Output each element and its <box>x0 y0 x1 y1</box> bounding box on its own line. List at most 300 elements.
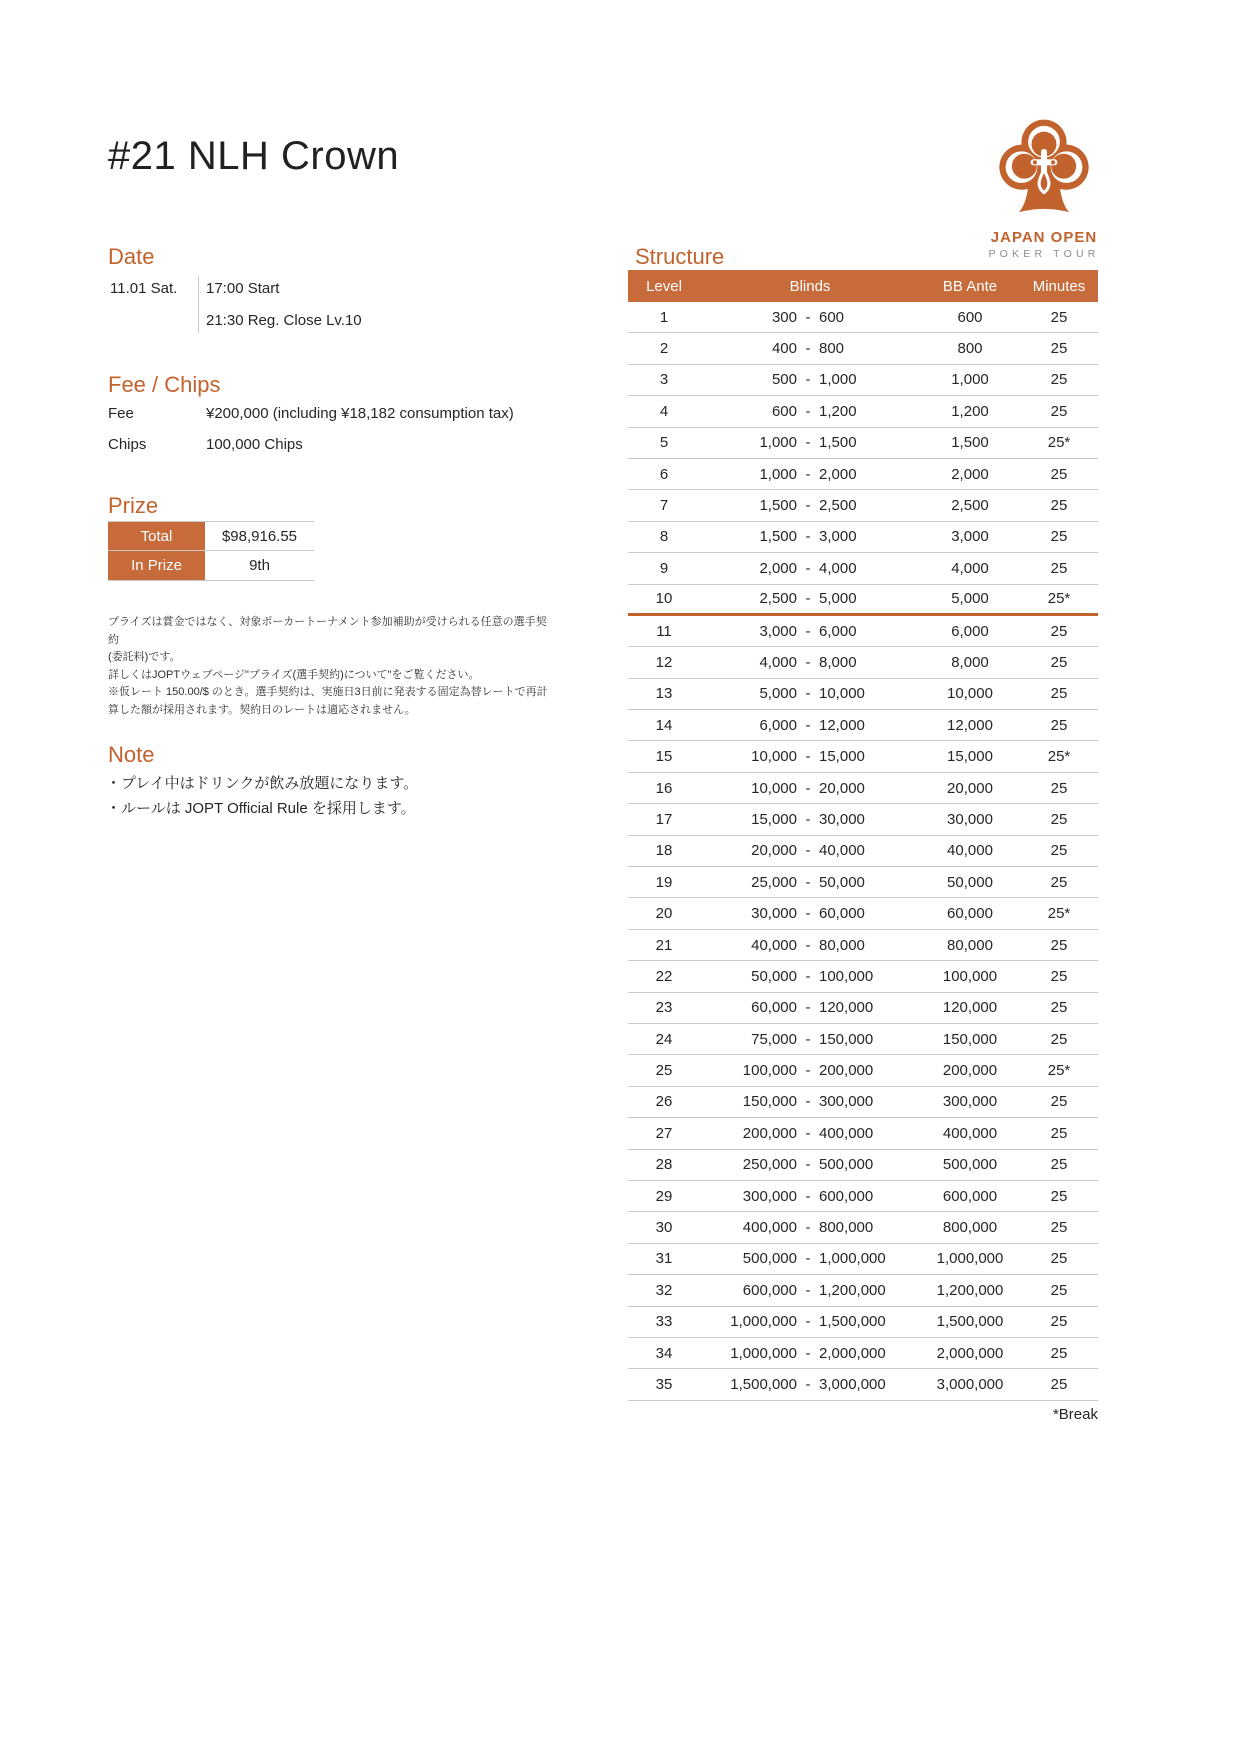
bb-ante-cell: 800,000 <box>942 1219 998 1237</box>
bb-ante-cell: 20,000 <box>947 779 993 797</box>
blinds-separator: - <box>805 653 811 671</box>
bb-ante-cell: 3,000,000 <box>936 1375 1004 1393</box>
minutes-cell: 25 <box>1050 622 1068 640</box>
minutes-cell: 25 <box>1050 1281 1068 1299</box>
blinds-separator: - <box>805 1375 811 1393</box>
big-blind-value: 2,500 <box>819 497 857 515</box>
big-blind-value: 1,000,000 <box>819 1250 886 1268</box>
level-cell: 11 <box>656 622 672 640</box>
blinds-cell <box>700 1125 920 1142</box>
prize-row-in-prize <box>108 551 314 580</box>
logo-text-poker-tour: POKER TOUR <box>988 248 1100 260</box>
minutes-cell: 25 <box>1050 936 1068 954</box>
bb-ante-cell: 120,000 <box>942 999 998 1017</box>
blinds-separator: - <box>805 810 811 828</box>
structure-table-row <box>628 459 1098 490</box>
bb-ante-cell: 5,000 <box>951 590 989 608</box>
small-blind-value: 600,000 <box>742 1281 797 1299</box>
minutes-cell: 25 <box>1050 716 1068 734</box>
small-blind-value: 50,000 <box>751 967 797 985</box>
bb-ante-cell: 80,000 <box>947 936 993 954</box>
minutes-cell: 25* <box>1047 748 1071 766</box>
blinds-separator: - <box>805 748 811 766</box>
big-blind-value: 1,200 <box>819 402 857 420</box>
blinds-separator: - <box>805 402 811 420</box>
level-cell: 25 <box>655 1062 673 1080</box>
small-blind-value: 60,000 <box>751 999 797 1017</box>
blinds-separator: - <box>805 340 811 358</box>
big-blind-value: 2,000 <box>819 465 857 483</box>
minutes-cell: 25 <box>1050 873 1068 891</box>
small-blind-value: 1,000,000 <box>730 1344 797 1362</box>
small-blind-value: 3,000 <box>759 622 797 640</box>
blinds-cell <box>700 999 920 1016</box>
level-cell: 5 <box>659 434 669 452</box>
small-blind-value: 5,000 <box>759 685 797 703</box>
structure-table-row <box>628 679 1098 710</box>
blinds-separator: - <box>805 1062 811 1080</box>
big-blind-value: 3,000,000 <box>819 1375 886 1393</box>
level-cell: 34 <box>655 1344 673 1362</box>
small-blind-value: 1,500 <box>759 497 797 515</box>
page-title: #21 NLH Crown <box>108 134 400 178</box>
date-day: 11.01 Sat. <box>110 280 178 297</box>
big-blind-value: 12,000 <box>819 716 865 734</box>
level-cell: 18 <box>655 842 673 860</box>
blinds-separator: - <box>805 936 811 954</box>
blinds-separator: - <box>805 1281 811 1299</box>
level-cell: 2 <box>659 340 669 358</box>
bb-ante-cell: 2,000,000 <box>936 1344 1004 1362</box>
minutes-cell: 25 <box>1050 528 1068 546</box>
blinds-separator: - <box>805 967 811 985</box>
small-blind-value: 2,500 <box>759 590 797 608</box>
blinds-separator: - <box>805 1219 811 1237</box>
level-cell: 23 <box>655 999 673 1017</box>
chips-label: Chips <box>108 436 147 453</box>
bb-ante-cell: 200,000 <box>942 1062 998 1080</box>
level-cell: 10 <box>655 590 673 608</box>
prize-row-total <box>108 522 314 551</box>
bb-ante-cell: 1,000 <box>951 371 989 389</box>
level-cell: 7 <box>659 497 669 515</box>
level-cell: 24 <box>655 1030 673 1048</box>
minutes-cell: 25 <box>1050 308 1068 326</box>
bb-ante-cell: 600 <box>957 308 983 326</box>
prize-table <box>108 521 314 581</box>
structure-table-row <box>628 490 1098 521</box>
note-item: ・プレイ中はドリンクが飲み放題になります。 <box>106 775 419 792</box>
blinds-cell <box>700 528 920 545</box>
small-blind-value: 500,000 <box>742 1250 797 1268</box>
bb-ante-cell: 1,500 <box>951 434 989 452</box>
structure-table-row <box>628 1087 1098 1118</box>
structure-table-row <box>628 836 1098 867</box>
structure-table-row <box>628 961 1098 992</box>
small-blind-value: 1,000 <box>759 465 797 483</box>
date-time-start: 17:00 Start <box>206 280 280 297</box>
blinds-cell <box>700 1313 920 1330</box>
blinds-separator: - <box>805 1030 811 1048</box>
small-blind-value: 10,000 <box>751 748 797 766</box>
fee-value: ¥200,000 (including ¥18,182 consumption tax) <box>206 405 514 422</box>
blinds-cell <box>700 811 920 828</box>
blinds-cell <box>700 937 920 954</box>
small-blind-value: 4,000 <box>759 653 797 671</box>
big-blind-value: 6,000 <box>819 622 857 640</box>
blinds-cell <box>700 590 920 607</box>
bb-ante-cell: 1,200,000 <box>936 1281 1004 1299</box>
structure-table-row <box>628 365 1098 396</box>
minutes-cell: 25 <box>1050 653 1068 671</box>
disclaimer-line: 詳しくはJOPTウェブページ"プライズ(選手契約)について"をご覧ください。 <box>108 668 480 681</box>
small-blind-value: 40,000 <box>751 936 797 954</box>
structure-table-row <box>628 993 1098 1024</box>
level-cell: 17 <box>655 810 673 828</box>
structure-table-header <box>628 270 1098 302</box>
minutes-cell: 25 <box>1050 340 1068 358</box>
structure-table-row <box>628 930 1098 961</box>
structure-table-row <box>628 867 1098 898</box>
minutes-cell: 25 <box>1050 1156 1068 1174</box>
structure-table-row <box>628 1244 1098 1275</box>
level-cell: 1 <box>659 308 669 326</box>
blinds-cell <box>700 717 920 734</box>
small-blind-value: 200,000 <box>742 1124 797 1142</box>
small-blind-value: 600 <box>771 402 797 420</box>
note-item: ・ルールは JOPT Official Rule を採用します。 <box>106 800 416 817</box>
blinds-separator: - <box>805 1250 811 1268</box>
structure-table-body <box>628 302 1098 1401</box>
small-blind-value: 30,000 <box>751 905 797 923</box>
blinds-cell <box>700 1093 920 1110</box>
minutes-cell: 25 <box>1050 1250 1068 1268</box>
big-blind-value: 100,000 <box>819 967 874 985</box>
structure-table-row <box>628 804 1098 835</box>
blinds-cell <box>700 434 920 451</box>
structure-table-row <box>628 773 1098 804</box>
blinds-cell <box>700 1376 920 1393</box>
logo-text-japan-open: JAPAN OPEN <box>990 229 1098 246</box>
bb-ante-cell: 500,000 <box>942 1156 998 1174</box>
small-blind-value: 250,000 <box>742 1156 797 1174</box>
bb-ante-cell: 3,000 <box>951 528 989 546</box>
bb-ante-cell: 2,000 <box>951 465 989 483</box>
minutes-cell: 25 <box>1050 559 1068 577</box>
big-blind-value: 200,000 <box>819 1062 874 1080</box>
level-cell: 29 <box>655 1187 673 1205</box>
minutes-cell: 25 <box>1050 1375 1068 1393</box>
level-cell: 35 <box>655 1375 673 1393</box>
structure-table-row <box>628 302 1098 333</box>
break-footnote: *Break <box>1052 1406 1098 1423</box>
minutes-cell: 25* <box>1047 434 1071 452</box>
big-blind-value: 800,000 <box>819 1219 874 1237</box>
structure-table-row <box>628 1369 1098 1400</box>
big-blind-value: 800 <box>819 340 845 358</box>
small-blind-value: 1,000 <box>759 434 797 452</box>
level-cell: 4 <box>659 402 669 420</box>
prize-total-label: Total <box>108 522 205 550</box>
small-blind-value: 1,500 <box>759 528 797 546</box>
prize-heading: Prize <box>108 493 159 518</box>
blinds-separator: - <box>805 528 811 546</box>
small-blind-value: 500 <box>771 371 797 389</box>
big-blind-value: 30,000 <box>819 810 865 828</box>
small-blind-value: 20,000 <box>751 842 797 860</box>
structure-table-row <box>628 333 1098 364</box>
structure-table-row <box>628 1307 1098 1338</box>
blinds-separator: - <box>805 559 811 577</box>
minutes-cell: 25 <box>1050 779 1068 797</box>
blinds-cell <box>700 905 920 922</box>
level-cell: 33 <box>655 1313 673 1331</box>
blinds-cell <box>700 1062 920 1079</box>
level-cell: 28 <box>655 1156 673 1174</box>
blinds-separator: - <box>805 1313 811 1331</box>
small-blind-value: 1,000,000 <box>730 1313 797 1331</box>
big-blind-value: 600,000 <box>819 1187 874 1205</box>
bb-ante-cell: 100,000 <box>942 967 998 985</box>
big-blind-value: 1,200,000 <box>819 1281 886 1299</box>
blinds-separator: - <box>805 842 811 860</box>
blinds-cell <box>700 466 920 483</box>
structure-table-row <box>628 1118 1098 1149</box>
small-blind-value: 300 <box>771 308 797 326</box>
structure-table-row <box>628 1275 1098 1306</box>
bb-ante-cell: 8,000 <box>951 653 989 671</box>
note-heading: Note <box>108 742 155 767</box>
small-blind-value: 6,000 <box>759 716 797 734</box>
minutes-cell: 25 <box>1050 371 1068 389</box>
blinds-separator: - <box>805 779 811 797</box>
blinds-separator: - <box>805 1156 811 1174</box>
small-blind-value: 25,000 <box>751 873 797 891</box>
structure-table-row <box>628 1338 1098 1369</box>
structure-table-row <box>628 522 1098 553</box>
blinds-separator: - <box>805 590 811 608</box>
big-blind-value: 500,000 <box>819 1156 874 1174</box>
minutes-cell: 25* <box>1047 905 1071 923</box>
blinds-separator: - <box>805 685 811 703</box>
blinds-cell <box>700 623 920 640</box>
blinds-cell <box>700 1219 920 1236</box>
note-items <box>106 771 418 821</box>
minutes-cell: 25 <box>1050 1124 1068 1142</box>
level-cell: 31 <box>655 1250 673 1268</box>
disclaimer-line: ※仮レート 150.00/$ のとき。選手契約は、実施日3日前に発表する固定為替レートで再計 <box>108 686 548 698</box>
minutes-cell: 25* <box>1047 1062 1071 1080</box>
column-header-bb-ante: BB Ante <box>942 277 998 295</box>
bb-ante-cell: 2,500 <box>951 497 989 515</box>
minutes-cell: 25 <box>1050 465 1068 483</box>
minutes-cell: 25 <box>1050 1093 1068 1111</box>
level-cell: 21 <box>655 936 673 954</box>
big-blind-value: 600 <box>819 308 845 326</box>
blinds-cell <box>700 685 920 702</box>
blinds-cell <box>700 654 920 671</box>
minutes-cell: 25 <box>1050 1030 1068 1048</box>
blinds-separator: - <box>805 716 811 734</box>
minutes-cell: 25 <box>1050 842 1068 860</box>
blinds-separator: - <box>805 308 811 326</box>
structure-table-row <box>628 647 1098 678</box>
bb-ante-cell: 1,200 <box>951 402 989 420</box>
minutes-cell: 25 <box>1050 402 1068 420</box>
blinds-cell <box>700 1031 920 1048</box>
small-blind-value: 75,000 <box>751 1030 797 1048</box>
big-blind-value: 8,000 <box>819 653 857 671</box>
bb-ante-cell: 1,000,000 <box>936 1250 1004 1268</box>
level-cell: 19 <box>655 873 673 891</box>
column-header-level: Level <box>646 277 682 295</box>
structure-table-row <box>628 741 1098 772</box>
minutes-cell: 25 <box>1050 810 1068 828</box>
blinds-cell <box>700 748 920 765</box>
structure-table-row <box>628 1150 1098 1181</box>
big-blind-value: 120,000 <box>819 999 874 1017</box>
big-blind-value: 150,000 <box>819 1030 874 1048</box>
level-cell: 15 <box>655 748 673 766</box>
minutes-cell: 25 <box>1050 497 1068 515</box>
structure-table-row <box>628 585 1098 616</box>
blinds-cell <box>700 780 920 797</box>
level-cell: 26 <box>655 1093 673 1111</box>
small-blind-value: 150,000 <box>742 1093 797 1111</box>
structure-table-row <box>628 710 1098 741</box>
bb-ante-cell: 150,000 <box>942 1030 998 1048</box>
minutes-cell: 25 <box>1050 1344 1068 1362</box>
level-cell: 12 <box>655 653 673 671</box>
level-cell: 32 <box>655 1281 673 1299</box>
big-blind-value: 60,000 <box>819 905 865 923</box>
bb-ante-cell: 60,000 <box>947 905 993 923</box>
bb-ante-cell: 400,000 <box>942 1124 998 1142</box>
level-cell: 30 <box>655 1219 673 1237</box>
date-divider <box>198 276 199 333</box>
blinds-separator: - <box>805 465 811 483</box>
blinds-cell <box>700 1188 920 1205</box>
bb-ante-cell: 6,000 <box>951 622 989 640</box>
structure-table-row <box>628 1212 1098 1243</box>
level-cell: 22 <box>655 967 673 985</box>
blinds-cell <box>700 968 920 985</box>
bb-ante-cell: 15,000 <box>947 748 993 766</box>
minutes-cell: 25 <box>1050 1313 1068 1331</box>
blinds-cell <box>700 1156 920 1173</box>
blinds-cell <box>700 560 920 577</box>
big-blind-value: 20,000 <box>819 779 865 797</box>
date-heading: Date <box>108 244 155 269</box>
blinds-cell <box>700 1250 920 1267</box>
big-blind-value: 40,000 <box>819 842 865 860</box>
small-blind-value: 15,000 <box>751 810 797 828</box>
bb-ante-cell: 800 <box>957 340 983 358</box>
chips-value: 100,000 Chips <box>206 436 303 453</box>
structure-table-row <box>628 428 1098 459</box>
level-cell: 16 <box>655 779 673 797</box>
structure-table <box>628 270 1098 1401</box>
level-cell: 20 <box>655 905 673 923</box>
level-cell: 14 <box>655 716 673 734</box>
blinds-separator: - <box>805 622 811 640</box>
bb-ante-cell: 50,000 <box>947 873 993 891</box>
structure-table-row <box>628 898 1098 929</box>
structure-table-row <box>628 396 1098 427</box>
blinds-cell <box>700 371 920 388</box>
column-header-minutes: Minutes <box>1032 277 1086 295</box>
blinds-cell <box>700 1282 920 1299</box>
small-blind-value: 2,000 <box>759 559 797 577</box>
blinds-separator: - <box>805 434 811 452</box>
big-blind-value: 1,000 <box>819 371 857 389</box>
blinds-cell <box>700 874 920 891</box>
blinds-separator: - <box>805 1187 811 1205</box>
blinds-cell <box>700 1345 920 1362</box>
bb-ante-cell: 12,000 <box>947 716 993 734</box>
big-blind-value: 15,000 <box>819 748 865 766</box>
column-header-blinds: Blinds <box>789 277 831 295</box>
prize-in-prize-label: In Prize <box>108 551 205 580</box>
minutes-cell: 25 <box>1050 1219 1068 1237</box>
blinds-cell <box>700 403 920 420</box>
bb-ante-cell: 10,000 <box>947 685 993 703</box>
jopt-clover-icon <box>996 116 1092 226</box>
big-blind-value: 50,000 <box>819 873 865 891</box>
minutes-cell: 25* <box>1047 590 1071 608</box>
structure-table-row <box>628 1181 1098 1212</box>
small-blind-value: 10,000 <box>751 779 797 797</box>
disclaimer-line: プライズは賞金ではなく、対象ポーカートーナメント参加補助が受けられる任意の選手契約 <box>108 616 547 646</box>
small-blind-value: 1,500,000 <box>730 1375 797 1393</box>
big-blind-value: 4,000 <box>819 559 857 577</box>
small-blind-value: 300,000 <box>742 1187 797 1205</box>
blinds-separator: - <box>805 497 811 515</box>
big-blind-value: 5,000 <box>819 590 857 608</box>
big-blind-value: 2,000,000 <box>819 1344 886 1362</box>
blinds-separator: - <box>805 1124 811 1142</box>
prize-disclaimer <box>108 614 548 719</box>
structure-heading: Structure <box>635 244 725 269</box>
small-blind-value: 100,000 <box>742 1062 797 1080</box>
small-blind-value: 400,000 <box>742 1219 797 1237</box>
fee-chips-heading: Fee / Chips <box>108 372 221 397</box>
blinds-cell <box>700 497 920 514</box>
big-blind-value: 80,000 <box>819 936 865 954</box>
blinds-cell <box>700 842 920 859</box>
bb-ante-cell: 1,500,000 <box>936 1313 1004 1331</box>
blinds-cell <box>700 309 920 326</box>
level-cell: 27 <box>655 1124 673 1142</box>
big-blind-value: 300,000 <box>819 1093 874 1111</box>
level-cell: 6 <box>659 465 669 483</box>
small-blind-value: 400 <box>771 340 797 358</box>
level-cell: 3 <box>659 371 669 389</box>
minutes-cell: 25 <box>1050 967 1068 985</box>
structure-table-row <box>628 616 1098 647</box>
prize-total-value: $98,916.55 <box>221 527 298 545</box>
prize-in-prize-value: 9th <box>249 557 270 574</box>
blinds-separator: - <box>805 371 811 389</box>
blinds-cell <box>700 340 920 357</box>
level-cell: 8 <box>659 528 669 546</box>
bb-ante-cell: 300,000 <box>942 1093 998 1111</box>
blinds-separator: - <box>805 873 811 891</box>
jopt-logo <box>985 116 1103 260</box>
bb-ante-cell: 40,000 <box>947 842 993 860</box>
big-blind-value: 1,500 <box>819 434 857 452</box>
level-cell: 9 <box>659 559 669 577</box>
